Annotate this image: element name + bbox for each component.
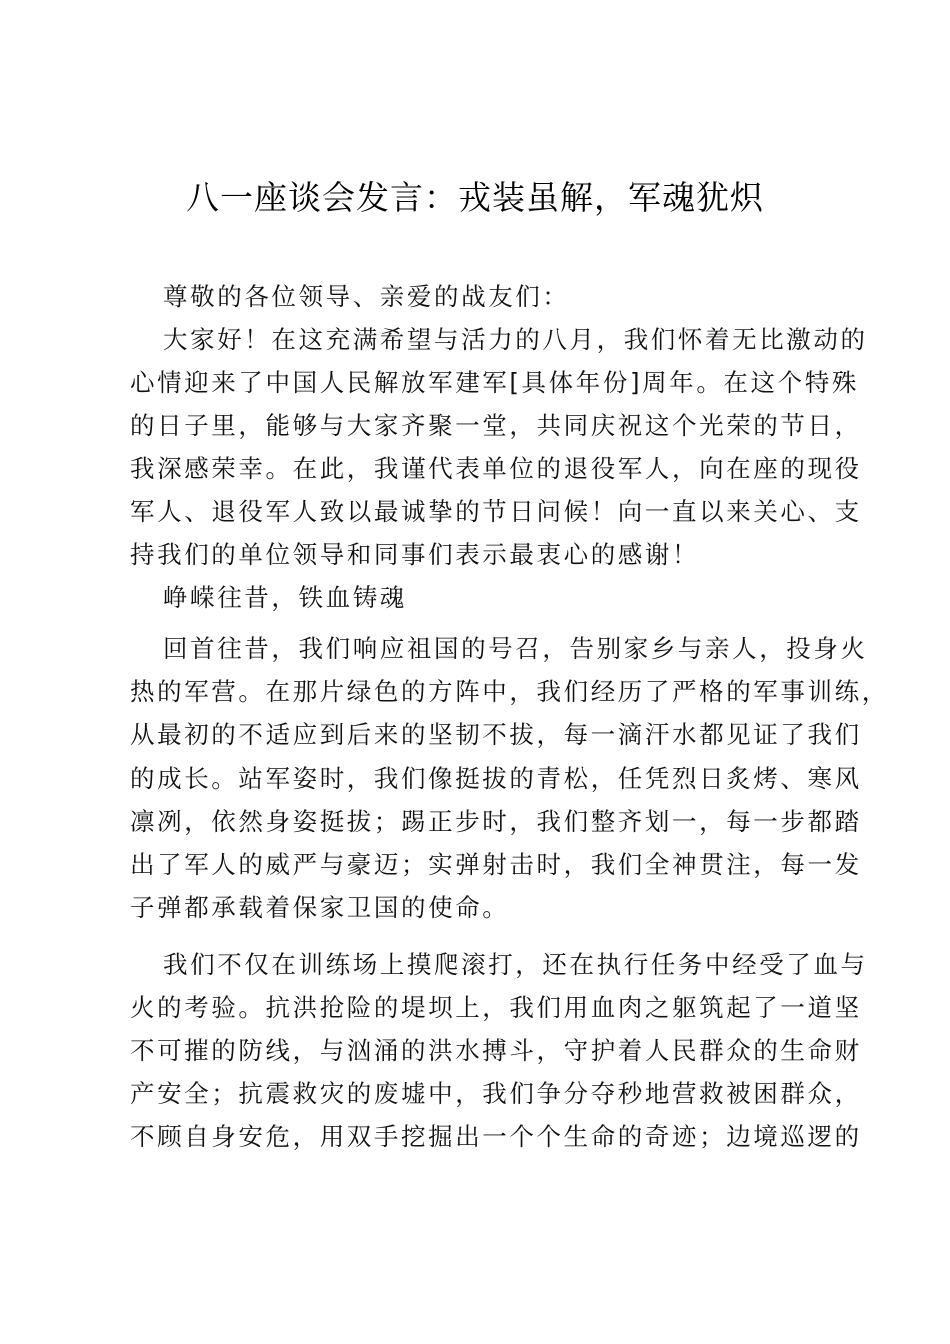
body-text-line: 我深感荣幸。在此，我谨代表单位的退役军人，向在座的现役 <box>130 454 862 483</box>
body-text-line: 凛冽，依然身姿挺拔；踢正步时，我们整齐划一，每一步都踏 <box>130 807 862 836</box>
body-text-line: 持我们的单位领导和同事们表示最衷心的感谢！ <box>130 540 700 569</box>
body-text-line: 的成长。站军姿时，我们像挺拔的青松，任凭烈日炙烤、寒风 <box>130 764 862 793</box>
body-text-line: 不可摧的防线，与汹涌的洪水搏斗，守护着人民群众的生命财 <box>130 1036 862 1065</box>
body-text-line: 峥嵘往昔，铁血铸魂 <box>163 583 407 612</box>
body-text-line: 大家好！在这充满希望与活力的八月，我们怀着无比激动的 <box>163 325 868 354</box>
body-text-line: 产安全；抗震救灾的废墟中，我们争分夺秒地营救被困群众， <box>130 1079 862 1108</box>
document-title: 八一座谈会发言：戎装虽解，军魂犹炽 <box>186 178 764 217</box>
body-text-line: 回首往昔，我们响应祖国的号召，告别家乡与亲人，投身火 <box>163 634 868 663</box>
body-text-line: 不顾自身安危，用双手挖掘出一个个生命的奇迹；边境巡逻的 <box>130 1122 862 1151</box>
body-text-line: 的日子里，能够与大家齐聚一堂，共同庆祝这个光荣的节日， <box>130 411 862 440</box>
body-text-line: 军人、退役军人致以最诚挚的节日问候！向一直以来关心、支 <box>130 497 862 526</box>
body-text-line: 心情迎来了中国人民解放军建军[具体年份]周年。在这个特殊 <box>130 368 859 397</box>
body-text-line: 火的考验。抗洪抢险的堤坝上，我们用血肉之躯筑起了一道坚 <box>130 993 862 1022</box>
body-text-line: 我们不仅在训练场上摸爬滚打，还在执行任务中经受了血与 <box>163 950 868 979</box>
body-text-line: 子弹都承载着保家卫国的使命。 <box>130 893 510 922</box>
body-text-line: 热的军营。在那片绿色的方阵中，我们经历了严格的军事训练， <box>130 677 889 706</box>
body-text-line: 出了军人的威严与豪迈；实弹射击时，我们全神贯注，每一发 <box>130 850 862 879</box>
body-text-line: 尊敬的各位领导、亲爱的战友们： <box>163 282 570 311</box>
body-text-line: 从最初的不适应到后来的坚韧不拔，每一滴汗水都见证了我们 <box>130 720 862 749</box>
